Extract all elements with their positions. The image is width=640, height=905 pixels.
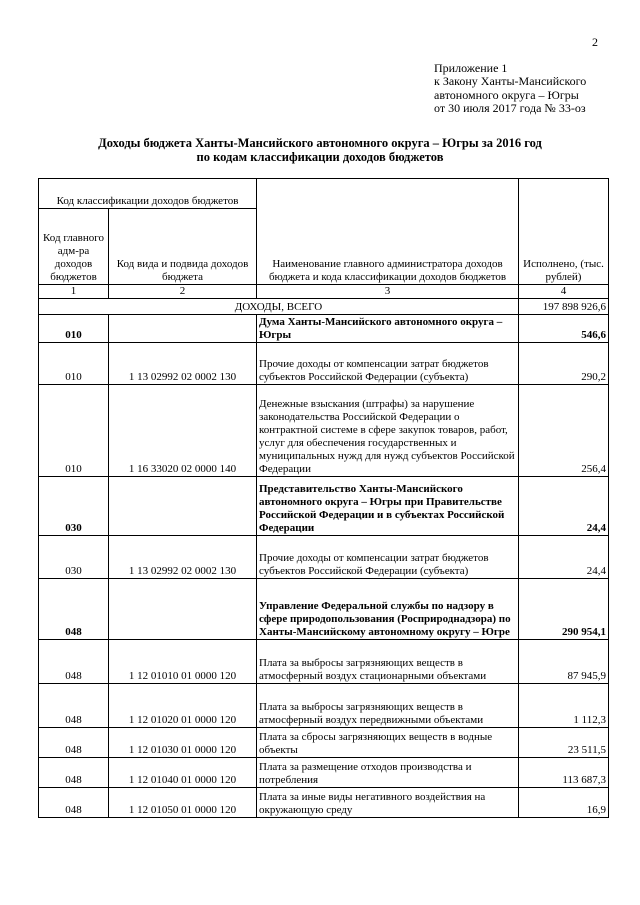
header-admin-code: Код главного адм-ра доходов бюджетов xyxy=(39,209,109,285)
type-code-cell xyxy=(109,579,257,640)
admin-code-cell: 048 xyxy=(39,728,109,758)
appendix-block xyxy=(434,62,634,116)
type-code-cell xyxy=(109,315,257,343)
type-code-cell: 1 13 02992 02 0002 130 xyxy=(109,343,257,385)
header-name: Наименование главного администратора доходов бюджета и кода классификации доходов бюджетов xyxy=(257,179,519,285)
admin-code-cell: 010 xyxy=(39,343,109,385)
name-cell: Прочие доходы от компенсации затрат бюджетов субъектов Российской Федерации (субъекта) xyxy=(257,536,519,579)
admin-code-cell: 010 xyxy=(39,315,109,343)
admin-code-cell: 048 xyxy=(39,788,109,818)
type-code-cell: 1 13 02992 02 0002 130 xyxy=(109,536,257,579)
executed-cell: 1 112,3 xyxy=(519,684,609,728)
table-row xyxy=(39,684,609,728)
executed-cell: 546,6 xyxy=(519,315,609,343)
title-line-2: по кодам классификации доходов бюджетов xyxy=(196,150,444,164)
column-number: 1 xyxy=(39,285,109,299)
admin-code-cell: 048 xyxy=(39,684,109,728)
table-row xyxy=(39,477,609,536)
header-executed: Исполнено, (тыс. рублей) xyxy=(519,179,609,285)
name-cell: Плата за сбросы загрязняющих веществ в водные объекты xyxy=(257,728,519,758)
table-row xyxy=(39,579,609,640)
column-number-row xyxy=(39,285,609,299)
table-row xyxy=(39,536,609,579)
appendix-line: Приложение 1 xyxy=(434,61,508,75)
header-type-code: Код вида и подвида доходов бюджета xyxy=(109,209,257,285)
executed-cell: 24,4 xyxy=(519,477,609,536)
executed-cell: 16,9 xyxy=(519,788,609,818)
table-row xyxy=(39,788,609,818)
type-code-cell: 1 16 33020 02 0000 140 xyxy=(109,385,257,477)
column-number: 2 xyxy=(109,285,257,299)
type-code-cell xyxy=(109,477,257,536)
name-cell: Денежные взыскания (штрафы) за нарушение законодательства Российской Федерации о контрактной системе в сфере закупок товаров, работ, услуг для обеспечения государственных и муниципальных нужд для нужд субъектов Российской Федерации xyxy=(257,385,519,477)
table-row xyxy=(39,640,609,684)
admin-code-cell: 048 xyxy=(39,758,109,788)
name-cell: Дума Ханты-Мансийского автономного округа – Югры xyxy=(257,315,519,343)
type-code-cell: 1 12 01050 01 0000 120 xyxy=(109,788,257,818)
column-number: 4 xyxy=(519,285,609,299)
executed-cell: 24,4 xyxy=(519,536,609,579)
name-cell: Представительство Ханты-Мансийского автономного округа – Югры при Правительстве Российской Федерации и в субъектах Российской Федерации xyxy=(257,477,519,536)
table-header-row xyxy=(39,179,609,209)
table-row xyxy=(39,315,609,343)
total-row xyxy=(39,299,609,315)
executed-cell: 23 511,5 xyxy=(519,728,609,758)
admin-code-cell: 010 xyxy=(39,385,109,477)
name-cell: Плата за размещение отходов производства и потребления xyxy=(257,758,519,788)
type-code-cell: 1 12 01030 01 0000 120 xyxy=(109,728,257,758)
type-code-cell: 1 12 01010 01 0000 120 xyxy=(109,640,257,684)
appendix-line: автономного округа – Югры xyxy=(434,87,579,102)
page-number: 2 xyxy=(592,35,598,49)
name-cell: Прочие доходы от компенсации затрат бюджетов субъектов Российской Федерации (субъекта) xyxy=(257,343,519,385)
executed-cell: 113 687,3 xyxy=(519,758,609,788)
executed-cell: 290 954,1 xyxy=(519,579,609,640)
table-row xyxy=(39,758,609,788)
executed-cell: 256,4 xyxy=(519,385,609,477)
name-cell: Плата за выбросы загрязняющих веществ в атмосферный воздух стационарными объектами xyxy=(257,640,519,684)
document-title xyxy=(40,136,600,164)
name-cell: Плата за иные виды негативного воздействия на окружающую среду xyxy=(257,788,519,818)
column-number: 3 xyxy=(257,285,519,299)
name-cell: Плата за выбросы загрязняющих веществ в атмосферный воздух передвижными объектами xyxy=(257,684,519,728)
name-cell: Управление Федеральной службы по надзору в сфере природопользования (Росприроднадзора) по Ханты-Мансийскому автономному округу – Югре xyxy=(257,579,519,640)
total-value: 197 898 926,6 xyxy=(519,299,609,315)
revenue-table xyxy=(38,178,609,818)
admin-code-cell: 048 xyxy=(39,579,109,640)
total-label: ДОХОДЫ, ВСЕГО xyxy=(39,299,519,315)
table-row xyxy=(39,385,609,477)
executed-cell: 290,2 xyxy=(519,343,609,385)
title-line-1: Доходы бюджета Ханты-Мансийского автономного округа – Югры за 2016 год xyxy=(98,136,542,150)
table-row xyxy=(39,728,609,758)
header-classification-group: Код классификации доходов бюджетов xyxy=(39,179,257,209)
type-code-cell: 1 12 01040 01 0000 120 xyxy=(109,758,257,788)
admin-code-cell: 030 xyxy=(39,477,109,536)
type-code-cell: 1 12 01020 01 0000 120 xyxy=(109,684,257,728)
admin-code-cell: 030 xyxy=(39,536,109,579)
executed-cell: 87 945,9 xyxy=(519,640,609,684)
appendix-line: к Закону Ханты-Мансийского xyxy=(434,74,587,89)
admin-code-cell: 048 xyxy=(39,640,109,684)
appendix-line: от 30 июля 2017 года № 33-оз xyxy=(434,101,586,116)
table-row xyxy=(39,343,609,385)
